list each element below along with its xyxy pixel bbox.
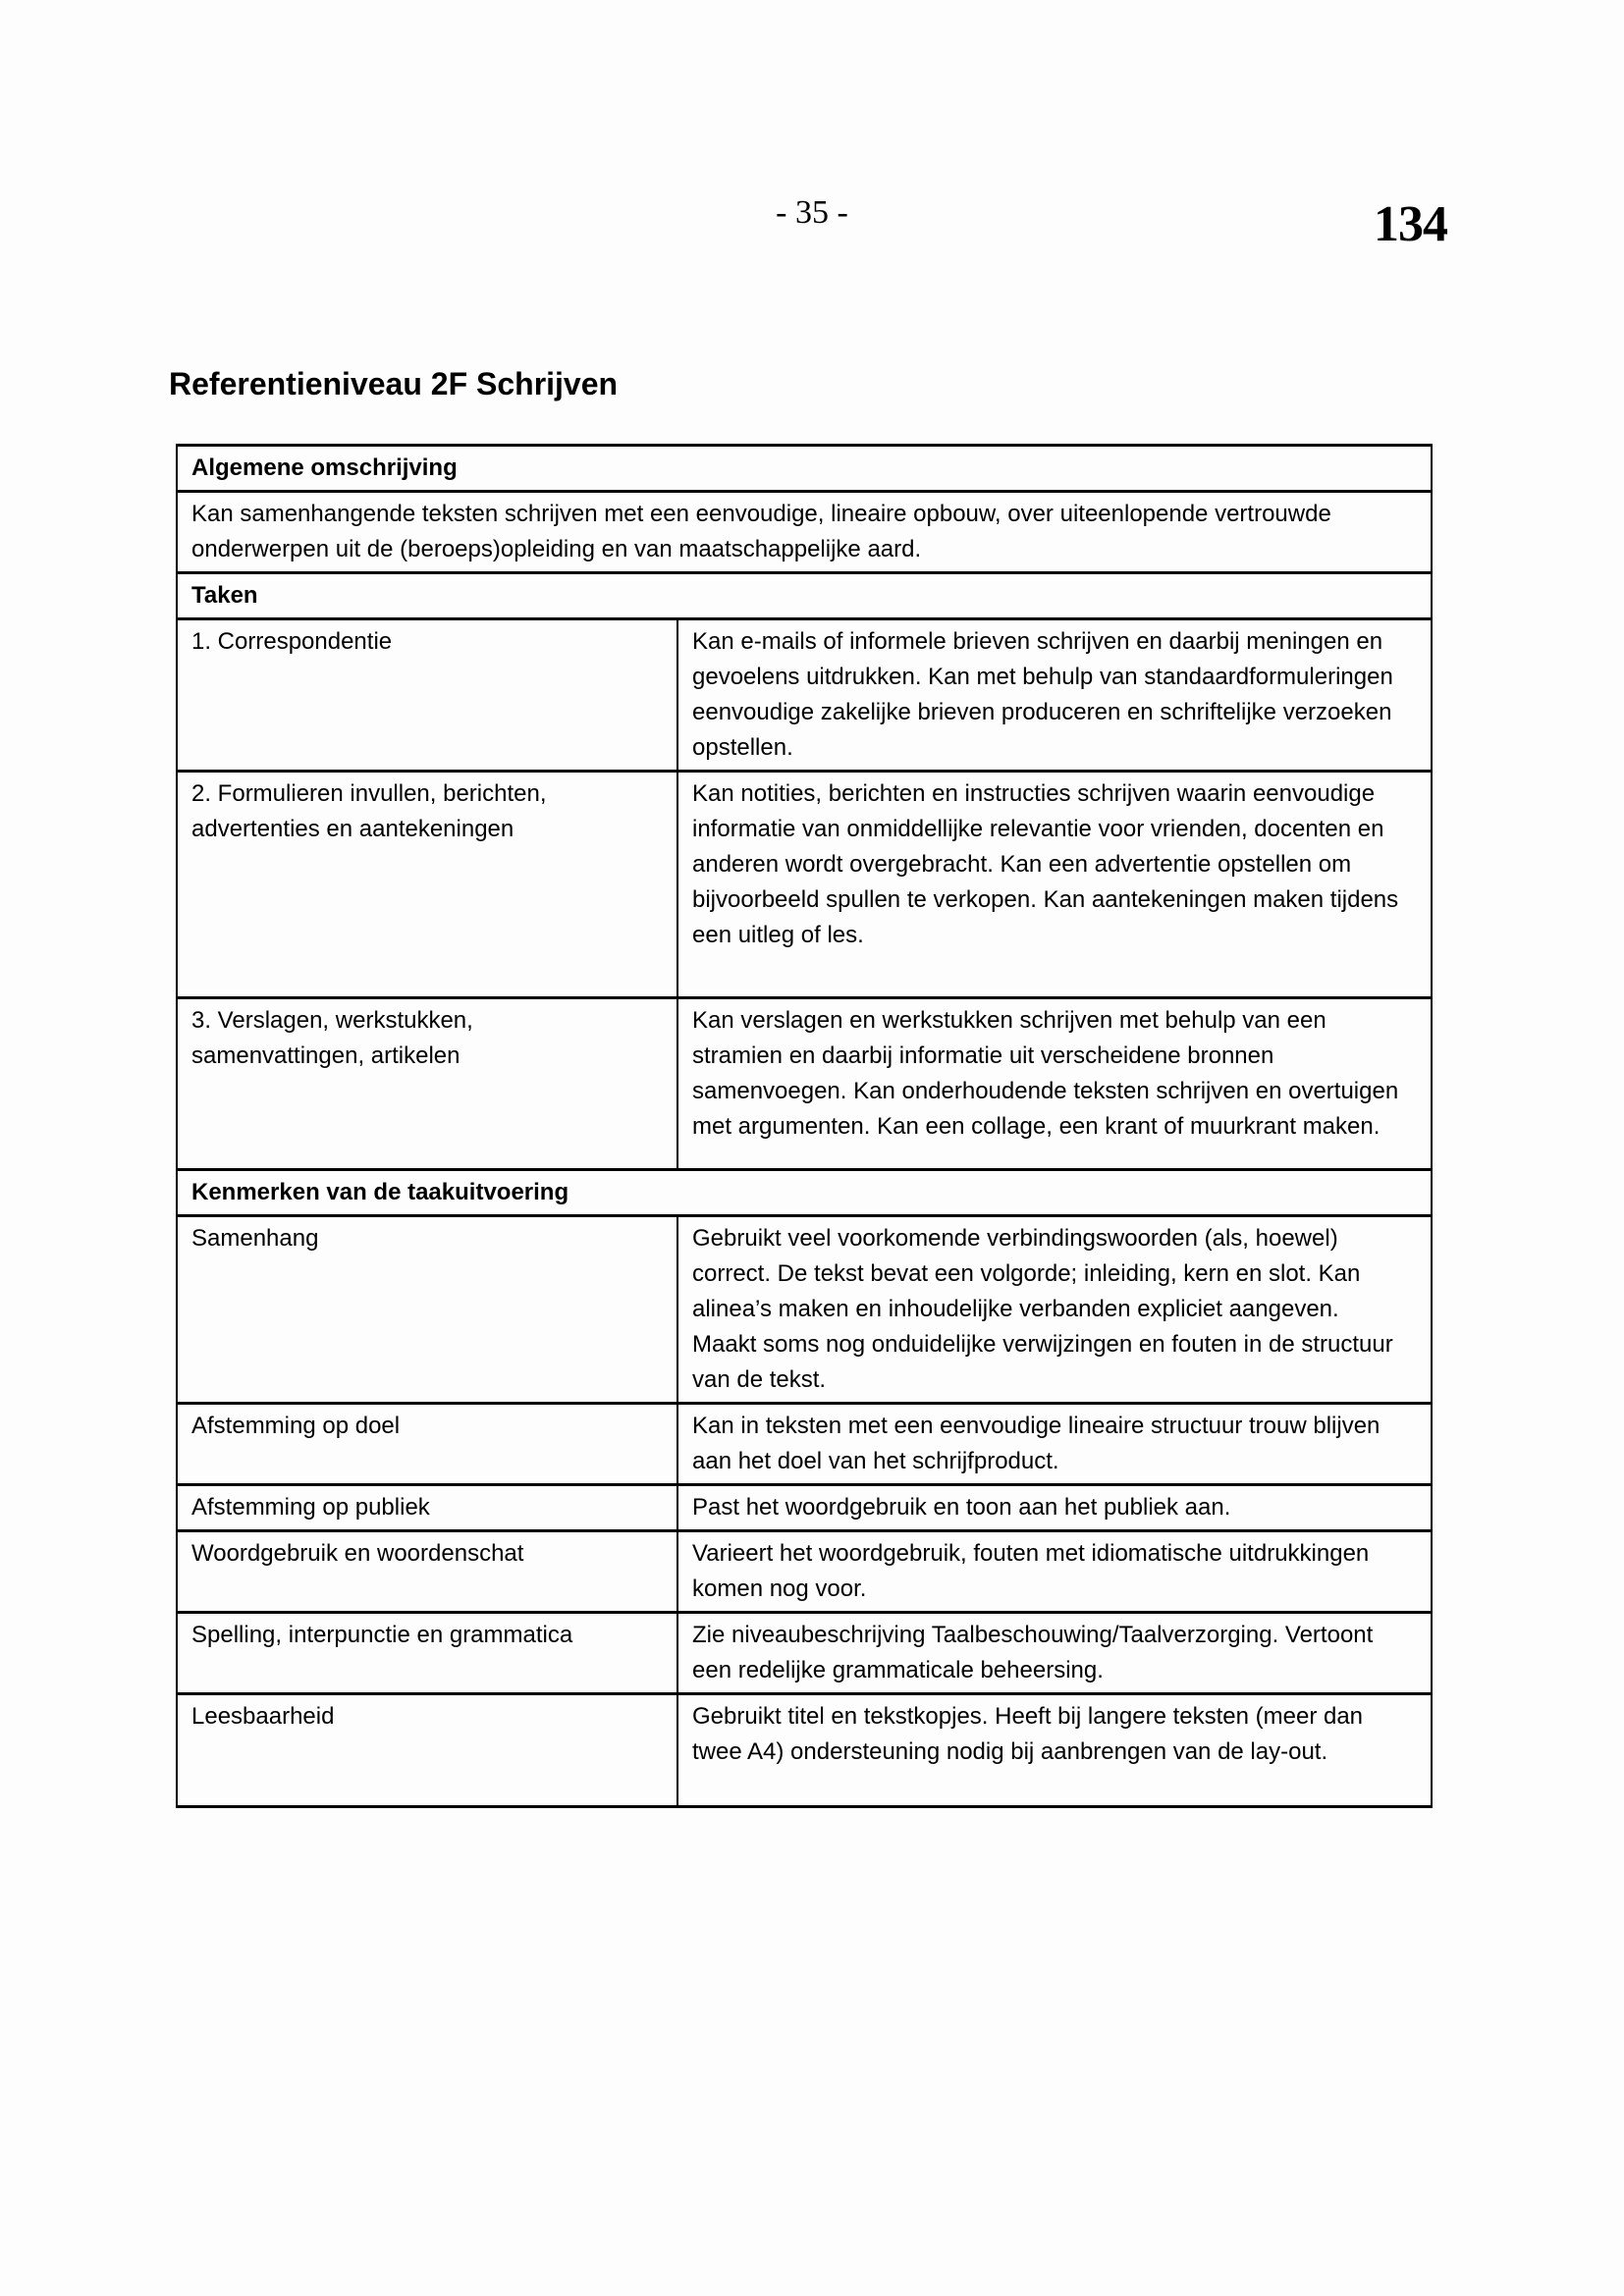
table-row <box>177 1613 1432 1694</box>
kenmerk-label-samenhang: Samenhang <box>177 1216 677 1404</box>
document-number: 134 <box>1374 196 1447 252</box>
kenmerk-description-spelling: Zie niveaubeschrijving Taalbeschouwing/Taalverzorging. Vertoont een redelijke grammaticale beheersing. <box>677 1613 1432 1694</box>
task-label-correspondentie: 1. Correspondentie <box>177 619 677 772</box>
page-number: - 35 - <box>776 194 848 231</box>
kenmerk-label-leesbaarheid: Leesbaarheid <box>177 1694 677 1807</box>
task-label-verslagen: 3. Verslagen, werkstukken, samenvattingen, artikelen <box>177 998 677 1170</box>
kenmerk-label-spelling: Spelling, interpunctie en grammatica <box>177 1613 677 1694</box>
section-header-taken: Taken <box>177 573 1432 619</box>
kenmerk-description-woordgebruik: Varieert het woordgebruik, fouten met idiomatische uitdrukkingen komen nog voor. <box>677 1531 1432 1613</box>
table-row <box>177 1216 1432 1404</box>
task-label-formulieren: 2. Formulieren invullen, berichten, advertenties en aantekeningen <box>177 772 677 998</box>
table-row <box>177 998 1432 1170</box>
task-description-correspondentie: Kan e-mails of informele brieven schrijven en daarbij meningen en gevoelens uitdrukken. Kan met behulp van standaardformuleringen eenvoudige zakelijke brieven produceren en schriftelijke verzoeken opstellen. <box>677 619 1432 772</box>
table-row <box>177 1485 1432 1531</box>
section-header-kenmerken: Kenmerken van de taakuitvoering <box>177 1170 1432 1216</box>
table-row <box>177 772 1432 998</box>
table-row <box>177 619 1432 772</box>
table-row <box>177 573 1432 619</box>
kenmerk-description-samenhang: Gebruikt veel voorkomende verbindingswoorden (als, hoewel) correct. De tekst bevat een volgorde; inleiding, kern en slot. Kan alinea’s maken en inhoudelijke verbanden expliciet aangeven. Maakt soms nog onduidelijke verwijzingen en fouten in de structuur van de tekst. <box>677 1216 1432 1404</box>
section-header-algemene-omschrijving: Algemene omschrijving <box>177 446 1432 492</box>
kenmerk-description-afstemming-doel: Kan in teksten met een eenvoudige lineaire structuur trouw blijven aan het doel van het schrijfproduct. <box>677 1404 1432 1485</box>
kenmerk-description-afstemming-publiek: Past het woordgebruik en toon aan het publiek aan. <box>677 1485 1432 1531</box>
table-row <box>177 1170 1432 1216</box>
kenmerk-label-afstemming-doel: Afstemming op doel <box>177 1404 677 1485</box>
task-description-verslagen: Kan verslagen en werkstukken schrijven met behulp van een stramien en daarbij informatie uit verscheidene bronnen samenvoegen. Kan onderhoudende teksten schrijven en overtuigen met argumenten. Kan een collage, een krant of muurkrant maken. <box>677 998 1432 1170</box>
table-row <box>177 1404 1432 1485</box>
general-description-text: Kan samenhangende teksten schrijven met een eenvoudige, lineaire opbouw, over uiteenlopende vertrouwde onderwerpen uit de (beroeps)opleiding en van maatschappelijke aard. <box>177 492 1432 573</box>
kenmerk-description-leesbaarheid: Gebruikt titel en tekstkopjes. Heeft bij langere teksten (meer dan twee A4) ondersteuning nodig bij aanbrengen van de lay-out. <box>677 1694 1432 1807</box>
table-row <box>177 492 1432 573</box>
page-title: Referentieniveau 2F Schrijven <box>169 366 619 401</box>
reference-level-table <box>176 444 1433 1808</box>
table-row <box>177 446 1432 492</box>
kenmerk-label-woordgebruik: Woordgebruik en woordenschat <box>177 1531 677 1613</box>
kenmerk-label-afstemming-publiek: Afstemming op publiek <box>177 1485 677 1531</box>
table-row <box>177 1694 1432 1807</box>
table-row <box>177 1531 1432 1613</box>
task-description-formulieren: Kan notities, berichten en instructies schrijven waarin eenvoudige informatie van onmiddellijke relevantie voor vrienden, docenten en anderen wordt overgebracht. Kan een advertentie opstellen om bijvoorbeeld spullen te verkopen. Kan aantekeningen maken tijdens een uitleg of les. <box>677 772 1432 998</box>
